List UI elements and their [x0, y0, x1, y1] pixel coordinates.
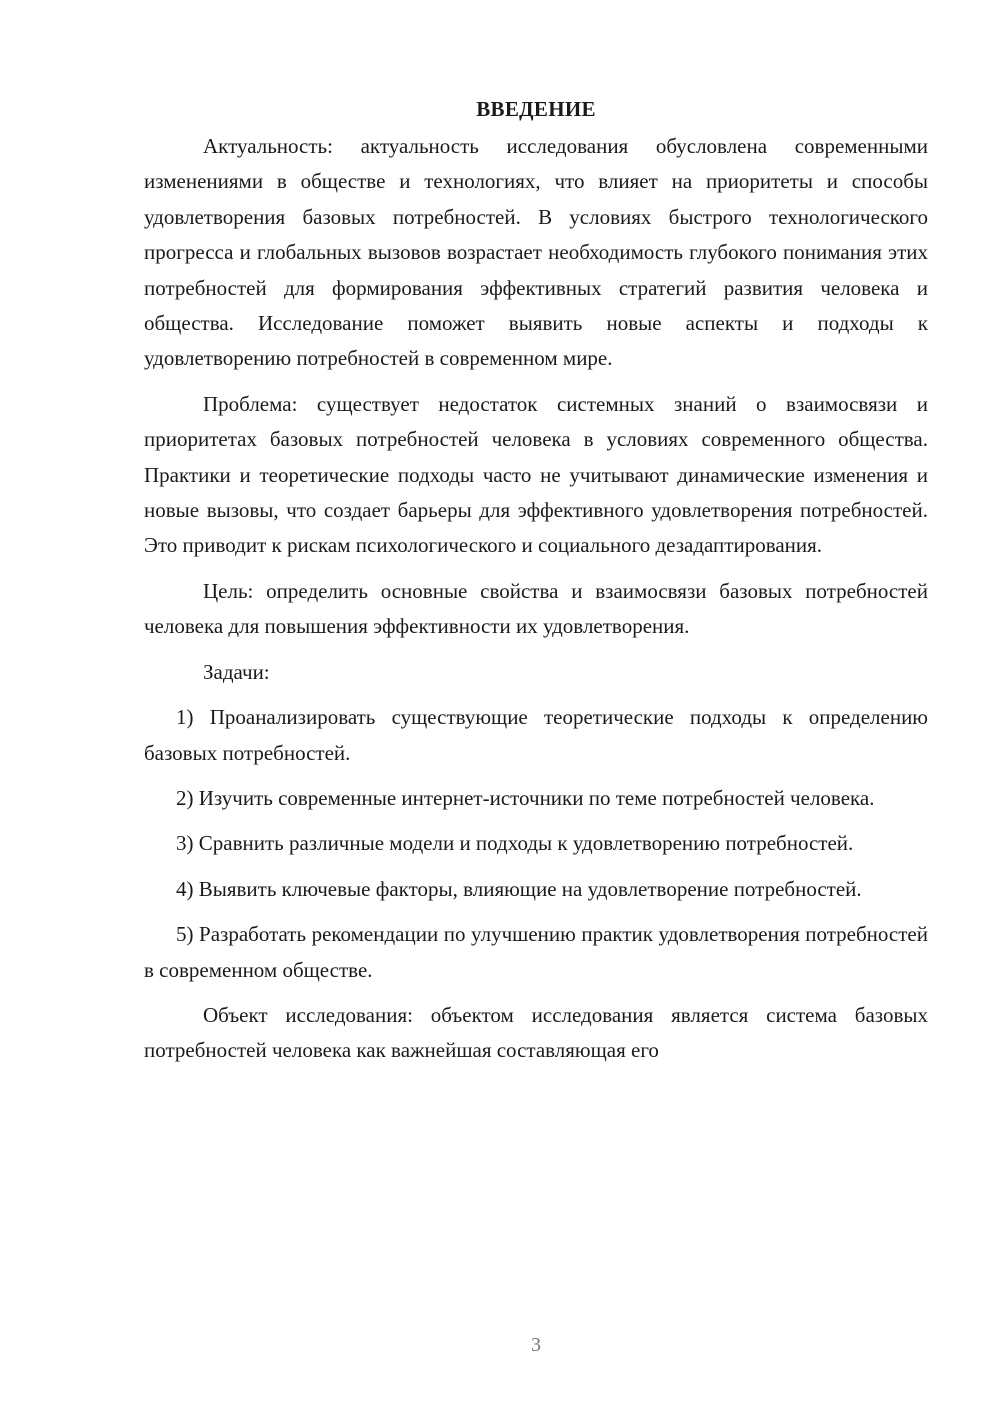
tasks-heading: Задачи:: [203, 659, 270, 684]
document-page: [144, 92, 928, 1079]
task-item-3: 3) Сравнить различные модели и подходы к удовлетворению потребностей.: [176, 831, 854, 856]
task-item-4: 4) Выявить ключевые факторы, влияющие на удовлетворение потребностей.: [176, 876, 862, 901]
page-number: 3: [531, 1334, 541, 1356]
task-item-5: 5) Разработать рекомендации по улучшению практик удовлетворения потребностей в современном обществе.: [144, 922, 928, 982]
object-paragraph: Объект исследования: объектом исследования является система базовых потребностей человека как важнейшая составляющая его: [144, 1002, 928, 1063]
relevance-paragraph: Актуальность: актуальность исследования обусловлена современными изменениями в обществе и технологиях, что влияет на приоритеты и способы удовлетворения базовых потребностей. В условиях быстрого технологического прогресса и глобальных вызовов возрастает необходимость глубокого понимания этих потребностей для формирования эффективных стратегий развития человека и общества. Исследование поможет выявить новые аспекты и подходы к удовлетворению потребностей в современном мире.: [144, 134, 928, 371]
goal-paragraph: Цель: определить основные свойства и взаимосвязи базовых потребностей человека для повышения эффективности их удовлетворения.: [144, 578, 928, 639]
task-item-1: 1) Проанализировать существующие теоретические подходы к определению базовых потребностей.: [144, 705, 928, 765]
task-item-2: 2) Изучить современные интернет-источники по теме потребностей человека.: [176, 785, 875, 810]
section-title: ВВЕДЕНИЕ: [476, 97, 596, 121]
problem-paragraph: Проблема: существует недостаток системных знаний о взаимосвязи и приоритетах базовых потребностей человека в условиях современного общества. Практики и теоретические подходы часто не учитывают динамические изменения и новые вызовы, что создает барьеры для эффективного удовлетворения потребностей. Это приводит к рискам психологического и социального дезадаптирования.: [144, 391, 928, 558]
